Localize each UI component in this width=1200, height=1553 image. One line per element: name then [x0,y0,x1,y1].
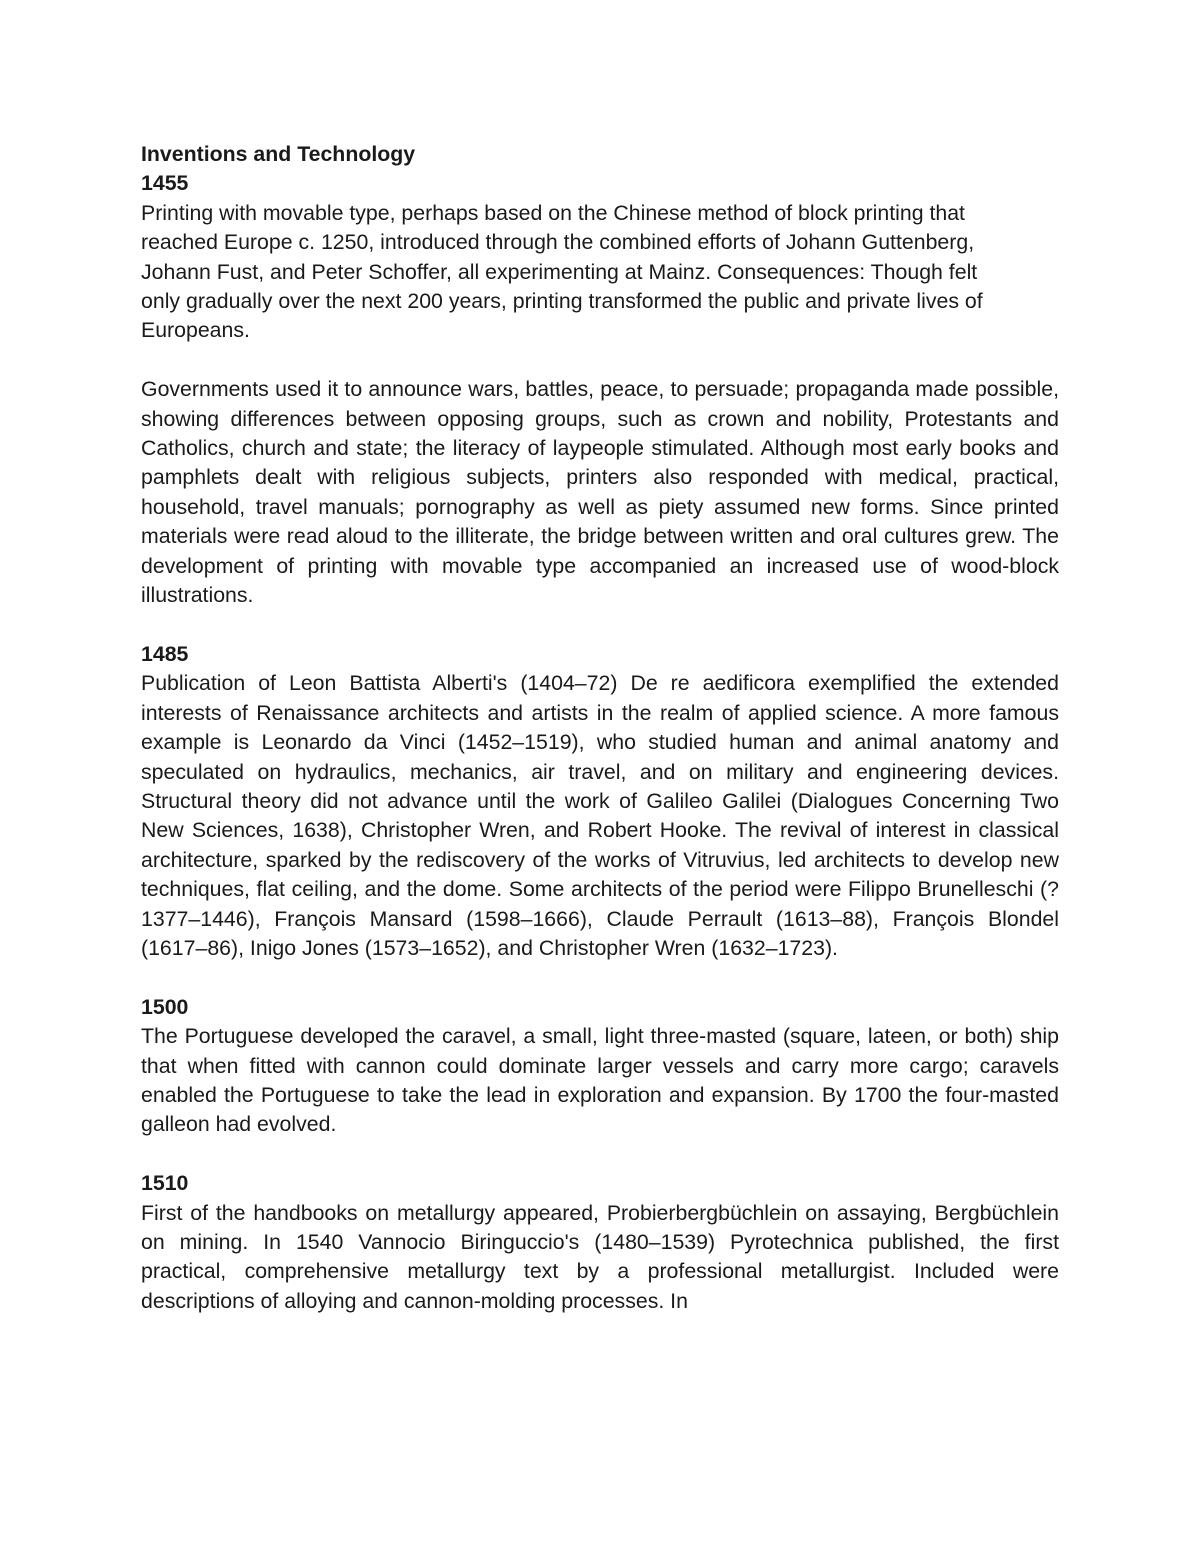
section-1485-text: Publication of Leon Battista Alberti's (1404–72) De re aedificora exemplified the extended interests of Renaissance architects and artists in the realm of applied science. A more famous example is Leonardo da Vinci (1452–1519), who studied human and animal anatomy and speculated on hydraulics, mechanics, air travel, and on military and engineering devices. Structural theory did not advance until the work of Galileo Galilei (Dialogues Concerning Two New Sciences, 1638), Christopher Wren, and Robert Hooke. The revival of interest in classical architecture, sparked by the rediscovery of the works of Vitruvius, led architects to develop new techniques, flat ceiling, and the dome. Some architects of the period were Filippo Brunelleschi (?1377–1446), François Mansard (1598–1666), Claude Perrault (1613–88), François Blondel (1617–86), Inigo Jones (1573–1652), and Christopher Wren (1632–1723). [141,671,1059,960]
section-1455-line-2: reached Europe c. 1250, introduced through the combined efforts of Johann Guttenberg, [141,230,975,255]
section-1455-line-4: only gradually over the next 200 years, printing transformed the public and private lives of Europeans. [141,289,983,343]
section-1455-line-1: Printing with movable type, perhaps based on the Chinese method of block printing that [141,200,965,225]
paragraph-gap [141,1140,1059,1169]
section-year-1500: 1500 [141,994,189,1019]
section-1455-line-3: Johann Fust, and Peter Schoffer, all experimenting at Mainz. Consequences: Though felt [141,259,978,284]
document-page [141,140,1059,1316]
section-1500-text: The Portuguese developed the caravel, a small, light three-masted (square, lateen, or both) ship that when fitted with cannon could dominate larger vessels and carry more cargo; caravels enabled the Portuguese to take the lead in exploration and expansion. By 1700 the four-masted galleon had evolved. [141,1024,1059,1137]
section-1510-text: First of the handbooks on metallurgy appeared, Probierbergbüchlein on assaying, Bergbüchlein on mining. In 1540 Vannocio Biringuccio's (1480–1539) Pyrotechnica published, the first practical, comprehensive metallurgy text by a professional metallurgist. Included were descriptions of alloying and cannon-molding processes. In [141,1200,1059,1313]
paragraph-gap [141,963,1059,992]
document-title: Inventions and Technology [141,142,416,166]
section-1455-paragraph-2: Governments used it to announce wars, battles, peace, to persuade; propaganda made possible, showing differences between opposing groups, such as crown and nobility, Protestants and Catholics, church and state; the literacy of laypeople stimulated. Although most early books and pamphlets dealt with religious subjects, printers also responded with medical, practical, household, travel manuals; pornography as well as piety assumed new forms. Since printed materials were read aloud to the illiterate, the bridge between written and oral cultures grew. The development of printing with movable type accompanied an increased use of wood-block illustrations. [141,377,1059,608]
paragraph-gap [141,346,1059,375]
paragraph-gap [141,610,1059,639]
section-year-1455: 1455 [141,171,189,196]
section-year-1485: 1485 [141,641,189,666]
section-year-1510: 1510 [141,1171,189,1196]
